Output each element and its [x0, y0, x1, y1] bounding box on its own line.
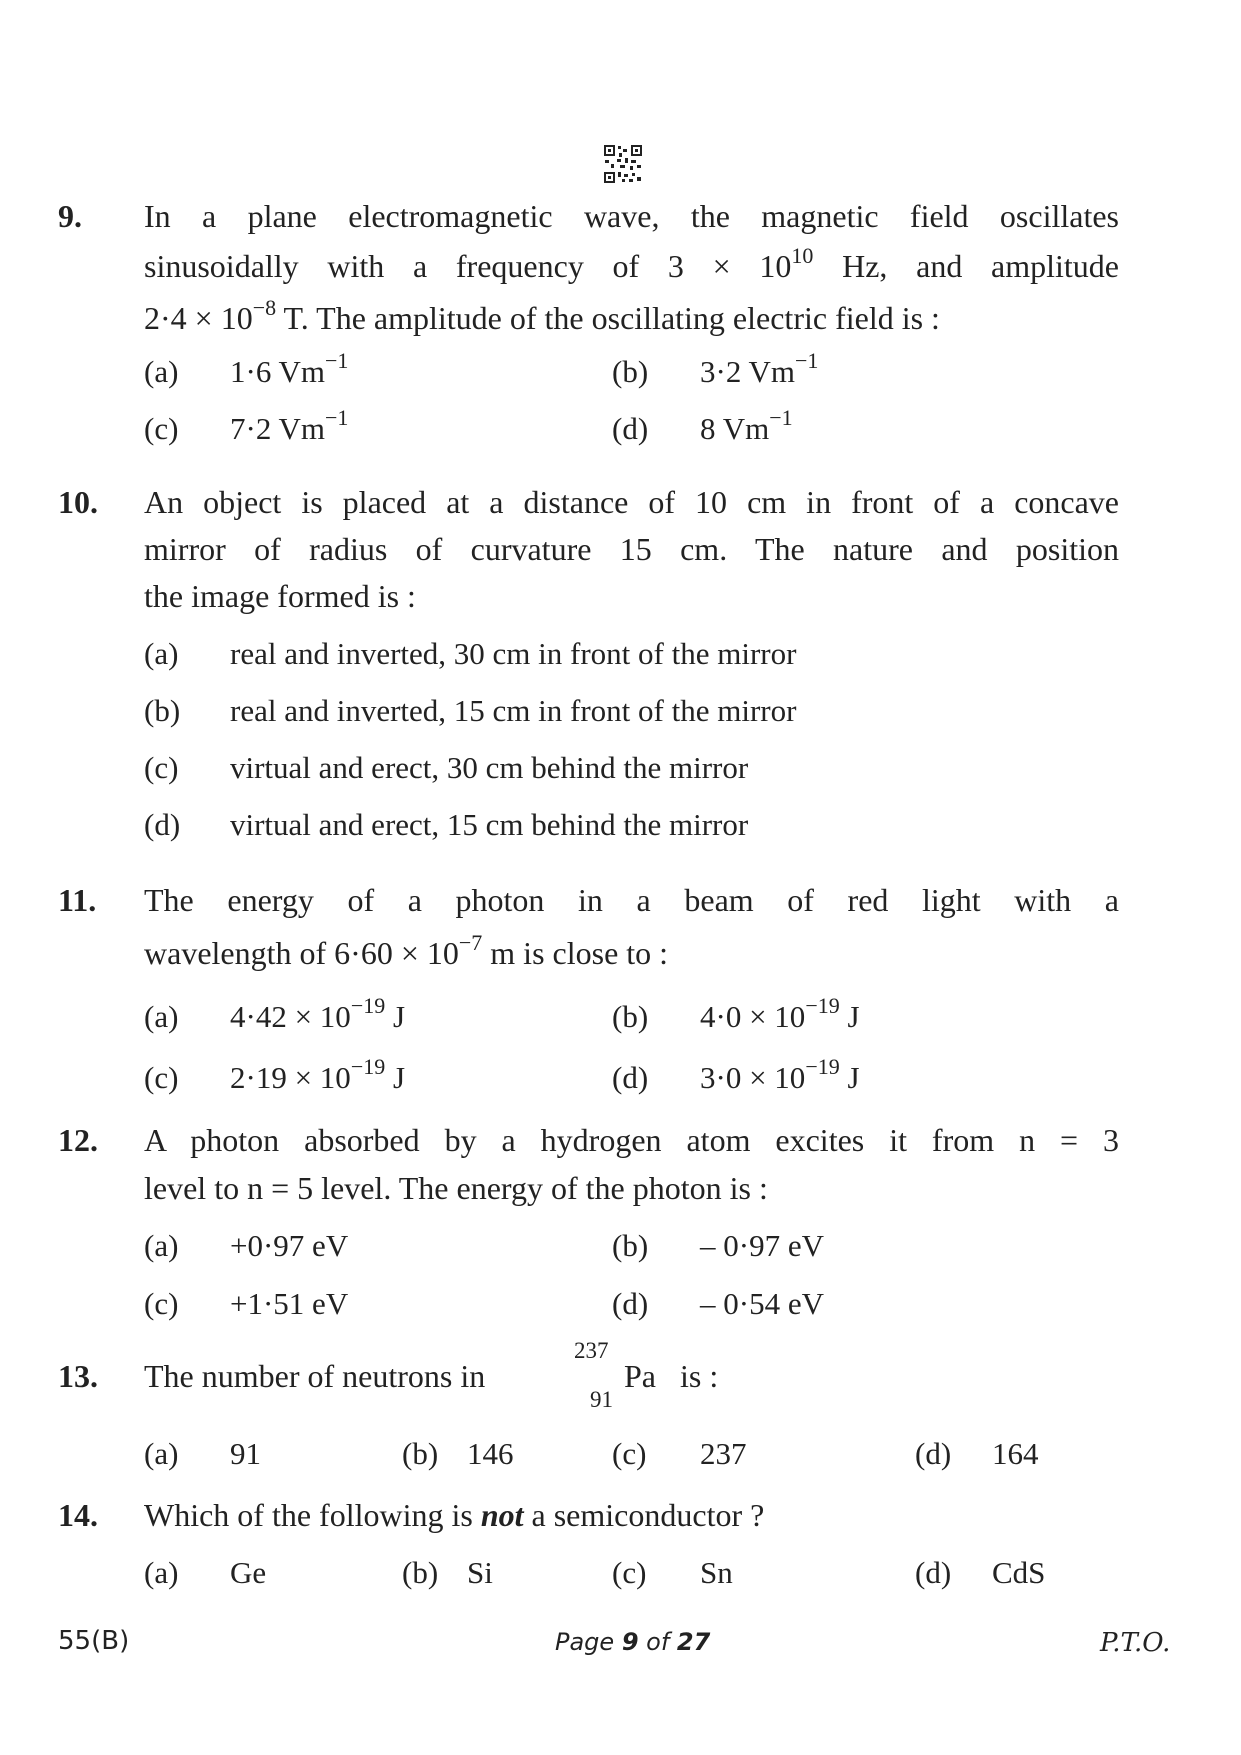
- question-text-line: Which of the following is not a semiconductor ?: [144, 1497, 765, 1533]
- option-text: 146: [467, 1436, 514, 1471]
- option-text: +0·97 eV: [230, 1228, 349, 1263]
- option-label: (c): [612, 1436, 647, 1471]
- option-text: virtual and erect, 15 cm behind the mirror: [230, 807, 749, 842]
- option-text: $4\cdot 42 \times 10^{-19}$ J: [230, 993, 406, 1034]
- option-label: (d): [612, 1286, 649, 1321]
- option-label: (b): [612, 999, 649, 1034]
- option-label: (d): [612, 1060, 649, 1095]
- option-text: Ge: [230, 1555, 267, 1590]
- option-label: (a): [144, 1555, 179, 1590]
- question-text-line: $2\cdot 4 \times 10^{-8}$ T. The amplitude of the oscillating electric field is :: [144, 295, 940, 336]
- page-indicator: Page 9 of 27: [555, 1628, 711, 1656]
- mass-number: 237: [574, 1338, 609, 1363]
- qr-icon: [603, 144, 643, 184]
- option-text: 91: [230, 1436, 261, 1471]
- option-label: (c): [612, 1555, 647, 1590]
- question-number: 10.: [58, 484, 98, 520]
- option-text: 164: [992, 1436, 1039, 1471]
- option-label: (d): [915, 1555, 952, 1590]
- option-text: real and inverted, 30 cm in front of the mirror: [230, 636, 797, 671]
- option-text: virtual and erect, 30 cm behind the mirror: [230, 750, 749, 785]
- option-label: (c): [144, 411, 179, 446]
- option-text: 7·2 $Vm^{-1}$: [230, 405, 349, 446]
- option-label: (d): [612, 411, 649, 446]
- option-label: (d): [915, 1436, 952, 1471]
- question-text-suffix: is :: [680, 1358, 719, 1394]
- option-text: +1·51 eV: [230, 1286, 349, 1321]
- question-text-line: A photon absorbed by a hydrogen atom excites it from n = 3: [144, 1122, 1119, 1158]
- option-text: Si: [467, 1555, 493, 1590]
- option-label: (a): [144, 636, 179, 671]
- option-text: 3·2 $Vm^{-1}$: [700, 348, 819, 389]
- question-text-line: wavelength of $6\cdot 60 \times 10^{-7}$ m is close to :: [144, 930, 669, 971]
- question-text-line: An object is placed at a distance of 10 cm in front of a concave: [144, 484, 1119, 520]
- option-label: (b): [402, 1436, 439, 1471]
- option-label: (a): [144, 1436, 179, 1471]
- option-text: – 0·97 eV: [700, 1228, 824, 1263]
- question-number: 9.: [58, 198, 82, 234]
- option-text: – 0·54 eV: [700, 1286, 824, 1321]
- option-text: $4\cdot 0 \times 10^{-19}$ J: [700, 993, 860, 1034]
- option-text: $2\cdot 19 \times 10^{-19}$ J: [230, 1054, 406, 1095]
- question-number: 12.: [58, 1122, 98, 1158]
- pto-text: P.T.O.: [1100, 1628, 1171, 1658]
- option-text: 1·6 $Vm^{-1}$: [230, 348, 349, 389]
- option-label: (a): [144, 354, 179, 389]
- option-label: (c): [144, 750, 179, 785]
- question-text-line: level to n = 5 level. The energy of the photon is :: [144, 1170, 768, 1206]
- atomic-number: 91: [590, 1387, 613, 1412]
- option-text: real and inverted, 15 cm in front of the mirror: [230, 693, 797, 728]
- option-text: 8 $Vm^{-1}$: [700, 405, 793, 446]
- question-text-line: In a plane electromagnetic wave, the magnetic field oscillates: [144, 198, 1119, 234]
- question-text-line: mirror of radius of curvature 15 cm. The nature and position: [144, 531, 1119, 567]
- option-label: (b): [144, 693, 181, 728]
- question-text-line: sinusoidally with a frequency of $3 \times 10^{10}$ Hz, and amplitude: [144, 243, 1120, 284]
- option-label: (a): [144, 1228, 179, 1263]
- question-number: 11.: [58, 882, 97, 918]
- element-symbol: Pa: [624, 1358, 656, 1394]
- option-label: (c): [144, 1060, 179, 1095]
- question-text-line: The energy of a photon in a beam of red light with a: [144, 882, 1119, 918]
- question-number: 14.: [58, 1497, 98, 1533]
- option-label: (c): [144, 1286, 179, 1321]
- option-text: Sn: [700, 1555, 733, 1590]
- option-text: CdS: [992, 1555, 1046, 1590]
- option-label: (d): [144, 807, 181, 842]
- option-text: $3\cdot 0 \times 10^{-19}$ J: [700, 1054, 860, 1095]
- option-label: (b): [612, 1228, 649, 1263]
- option-label: (a): [144, 999, 179, 1034]
- question-text-line: the image formed is :: [144, 578, 416, 614]
- question-number: 13.: [58, 1358, 98, 1394]
- option-label: (b): [612, 354, 649, 389]
- paper-code: 55(B): [58, 1626, 130, 1656]
- option-label: (b): [402, 1555, 439, 1590]
- question-text-line: The number of neutrons in: [144, 1358, 486, 1394]
- option-text: 237: [700, 1436, 747, 1471]
